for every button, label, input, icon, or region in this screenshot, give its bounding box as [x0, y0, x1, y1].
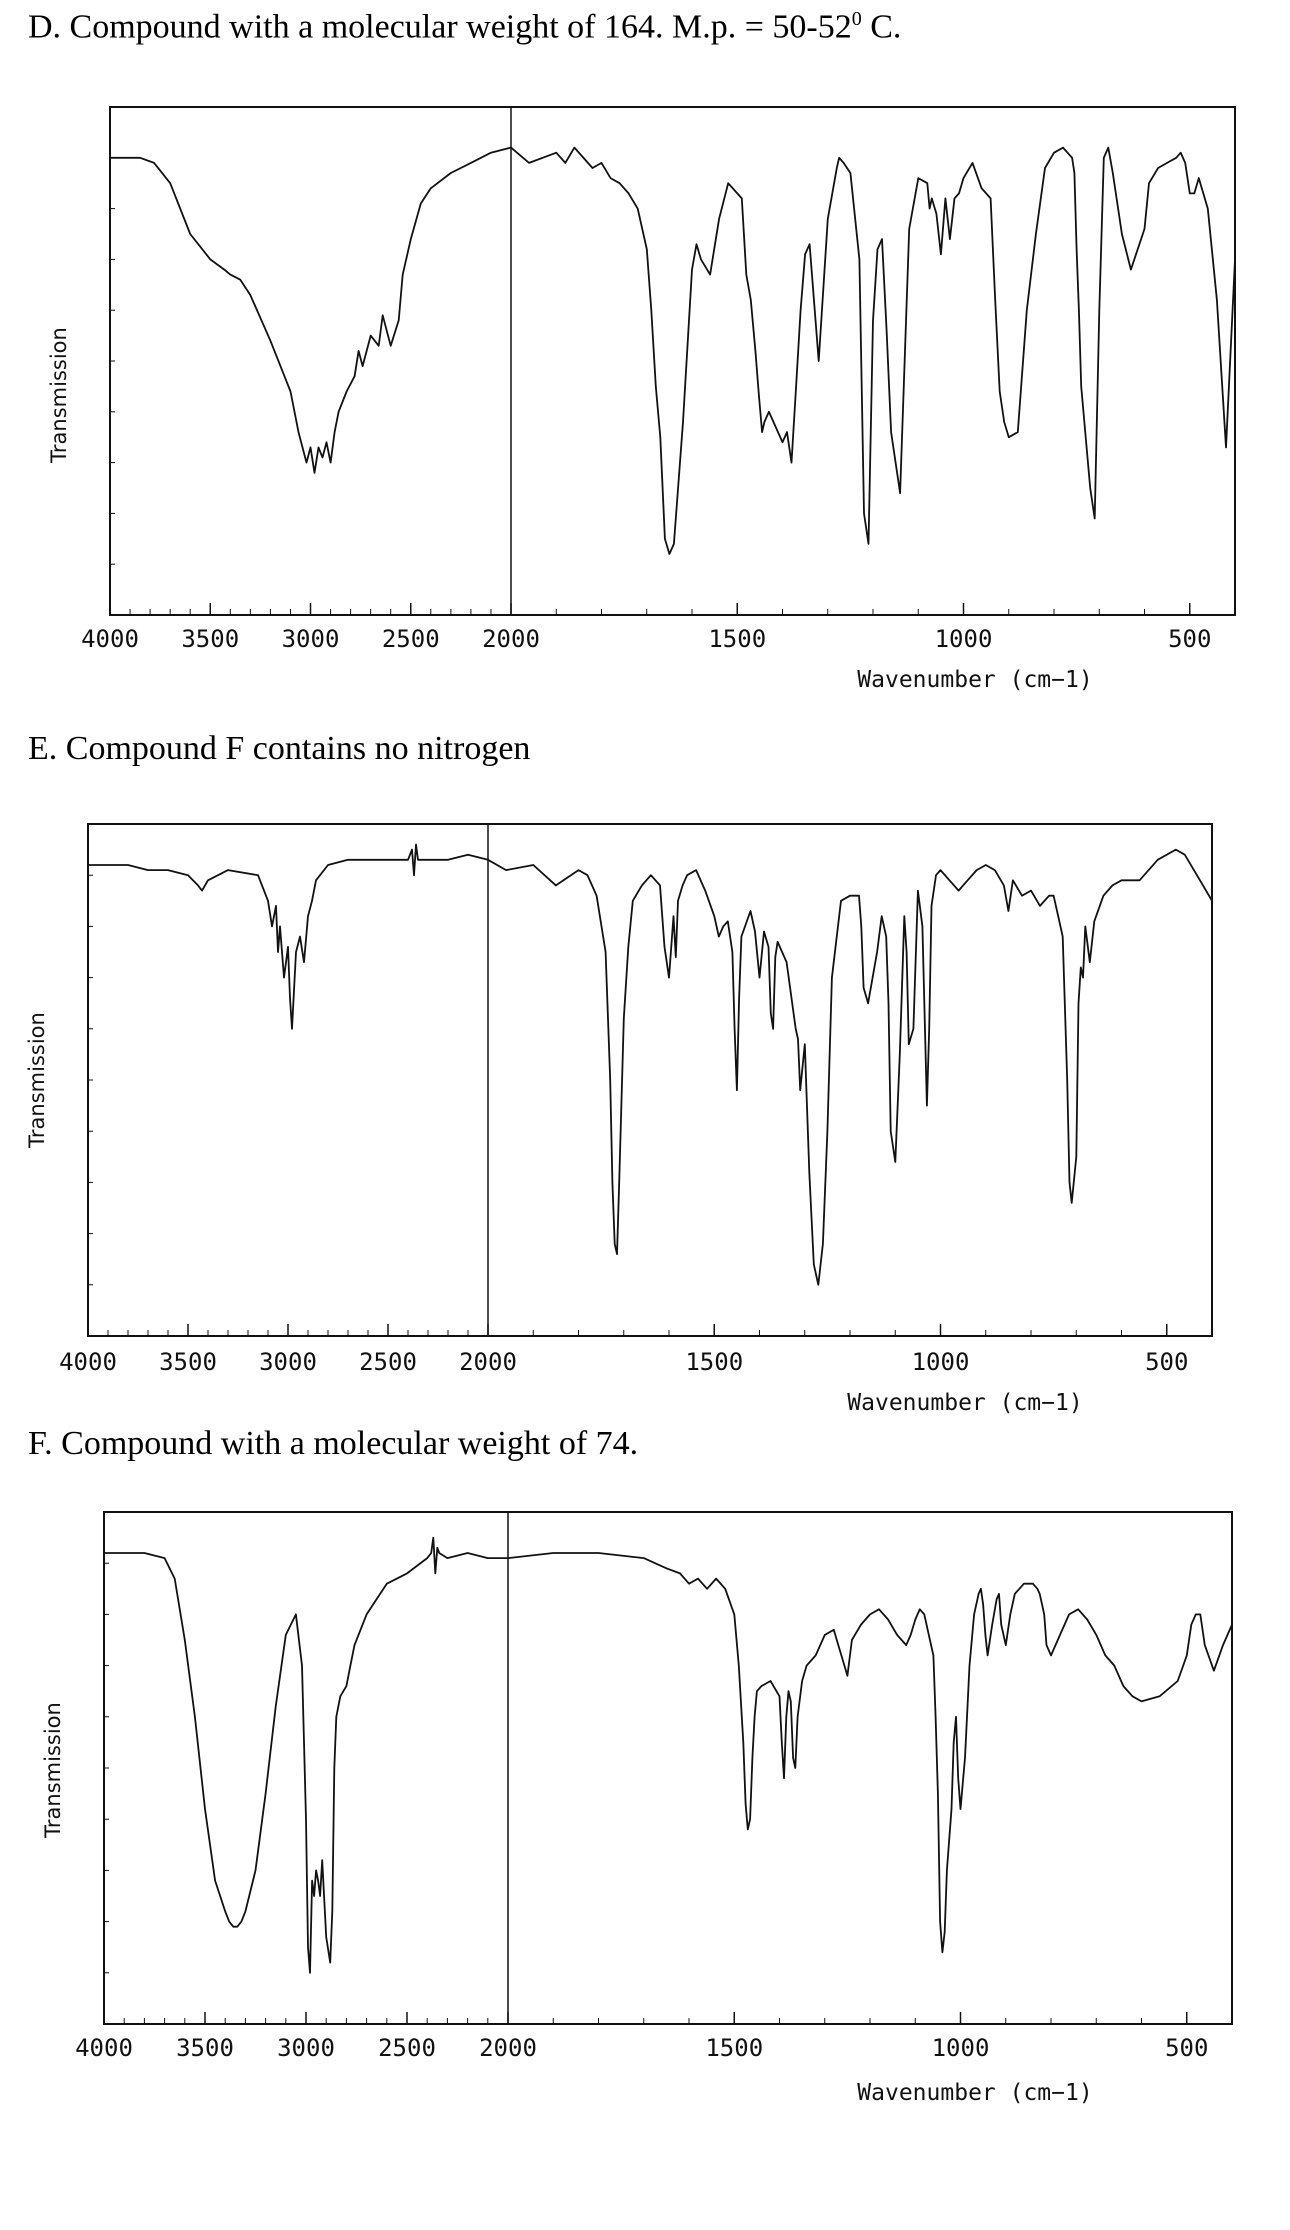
spectrum-trace — [88, 845, 1212, 1285]
x-tick-label: 1500 — [705, 2034, 764, 2062]
x-tick-label: 4000 — [59, 1348, 117, 1376]
caption-e: E. Compound F contains no nitrogen — [28, 730, 531, 767]
x-axis-label: Wavenumber (cm−1) — [857, 667, 1093, 693]
y-axis-label: Transmission — [47, 327, 71, 463]
x-tick-label: 3500 — [159, 1348, 217, 1376]
ir-spectrum-d — [0, 95, 1290, 715]
x-tick-label: 2500 — [381, 625, 440, 653]
x-tick-label: 500 — [1165, 2034, 1209, 2062]
x-tick-label: 1000 — [931, 2034, 990, 2062]
x-tick-label: 2000 — [482, 625, 540, 653]
x-tick-label: 1000 — [911, 1348, 970, 1376]
x-tick-label: 2500 — [359, 1348, 417, 1376]
caption-d-text: D. Compound with a molecular weight of 164. M.p. = 50-52 — [28, 8, 852, 46]
caption-d-degree: 0 — [851, 8, 862, 30]
x-tick-label: 1500 — [708, 625, 767, 653]
x-tick-label: 3500 — [181, 625, 240, 653]
x-tick-label: 2000 — [479, 2034, 537, 2062]
x-tick-label: 2000 — [459, 1348, 517, 1376]
x-tick-label: 3500 — [176, 2034, 234, 2062]
spectrum-trace — [104, 1538, 1232, 1973]
y-axis-label: Transmission — [41, 1702, 65, 1838]
x-tick-label: 4000 — [81, 625, 139, 653]
x-tick-label: 2500 — [378, 2034, 436, 2062]
x-tick-label: 3000 — [259, 1348, 317, 1376]
x-tick-label: 1500 — [685, 1348, 744, 1376]
caption-f: F. Compound with a molecular weight of 74. — [28, 1425, 639, 1462]
spectrum-trace — [110, 148, 1235, 554]
x-tick-label: 3000 — [281, 625, 340, 653]
x-tick-label: 1000 — [934, 625, 993, 653]
x-tick-label: 500 — [1145, 1348, 1189, 1376]
caption-d — [28, 8, 901, 46]
x-tick-label: 500 — [1168, 625, 1212, 653]
x-tick-label: 3000 — [277, 2034, 335, 2062]
x-axis-label: Wavenumber (cm−1) — [847, 1390, 1083, 1416]
x-axis-label: Wavenumber (cm−1) — [857, 2080, 1093, 2106]
caption-d-unit: C. — [861, 8, 902, 46]
ir-spectrum-f — [0, 1500, 1290, 2230]
plot-frame — [104, 1512, 1232, 2024]
y-axis-label: Transmission — [25, 1012, 49, 1148]
ir-spectrum-e — [0, 810, 1290, 1430]
x-tick-label: 4000 — [75, 2034, 133, 2062]
